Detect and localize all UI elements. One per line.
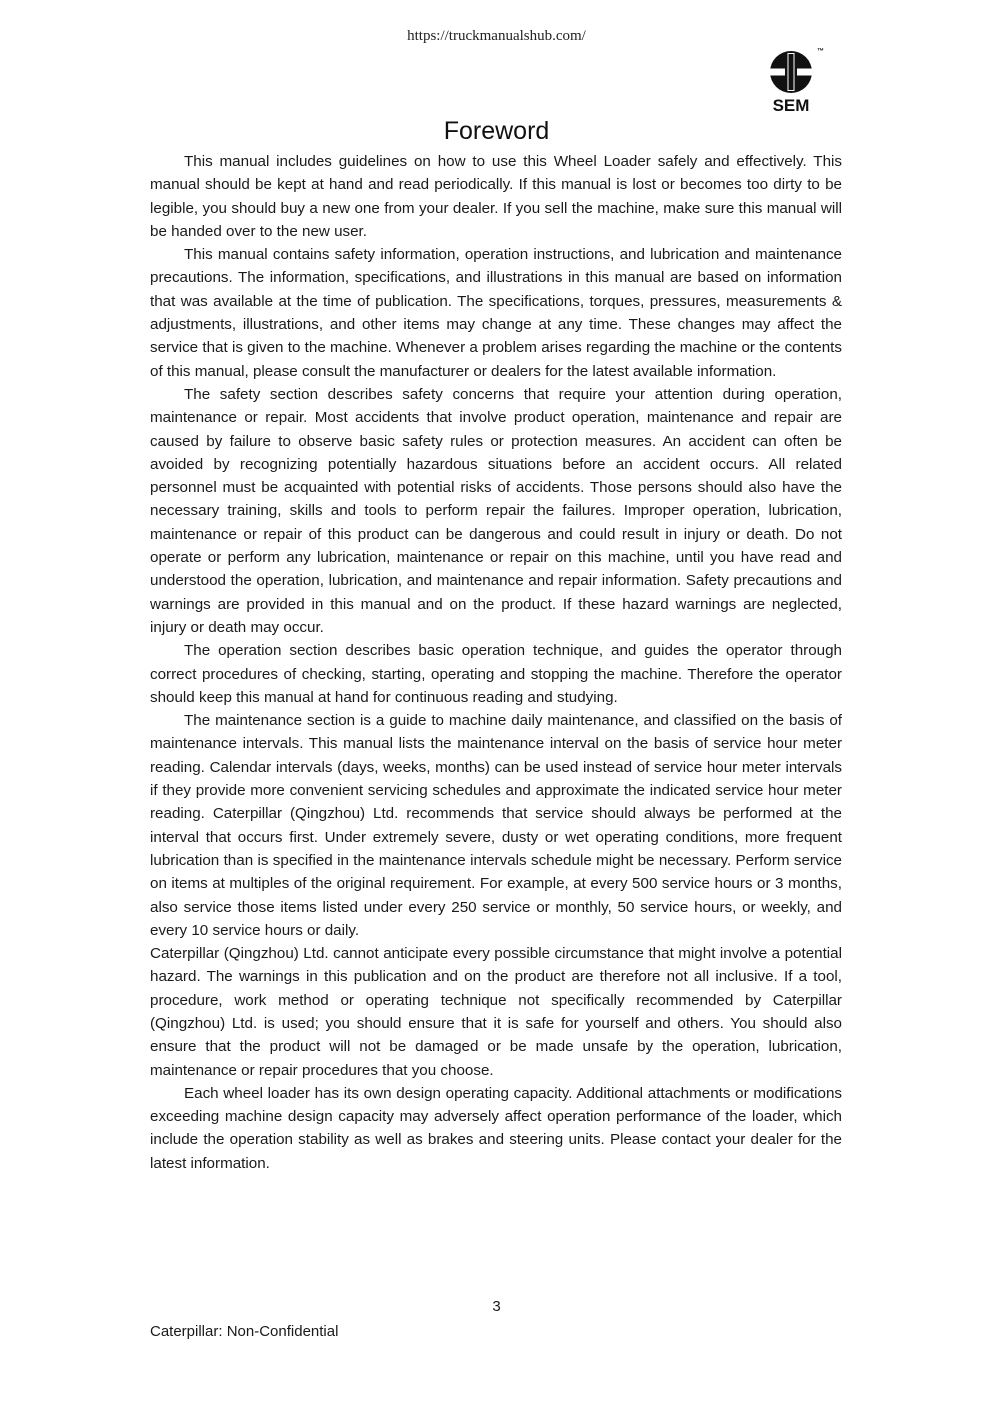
paragraph-contents: This manual contains safety information, operation instructions, and lubrication and maintenance precautions. The information, specifications, and illustrations in this manual are based on information that was available at the time of publication. The specifications, torques, pressures, measurements & adjustments, illustrations, and other items may change at any time. These changes may affect the service that is given to the machine. Whenever a problem arises regarding the machine or the contents of this manual, please consult the manufacturer or dealers for the latest available information.: [150, 246, 842, 380]
paragraph-hazard-disclaimer: Caterpillar (Qingzhou) Ltd. cannot anticipate every possible circumstance that might involve a potential hazard. The warnings in this publication and on the product are therefore not all inclusive. If a tool, procedure, work method or operating technique not specifically recommended by Caterpillar (Qingzhou) Ltd. is used; you should ensure that it is safe for yourself and others. You should also ensure that the product will not be damaged or be made unsafe by the operation, lubrication, maintenance or repair procedures that you choose.: [150, 945, 842, 1079]
paragraph-safety-section: The safety section describes safety concerns that require your attention during operation, maintenance or repair. Most accidents that involve product operation, maintenance and repair are caused by failure to observe basic safety rules or protection measures. An accident can often be avoided by recognizing potentially hazardous situations before an accident occurs. All related personnel must be acquainted with potential risks of accidents. Those persons should also have the necessary training, skills and tools to perform repair the failures. Improper operation, lubrication, maintenance or repair of this product can be dangerous and could result in injury or death. Do not operate or perform any lubrication, maintenance or repair on this machine, until you have read and understood the operation, lubrication, and maintenance and repair information. Safety precautions and warnings are provided in this manual and on the product. If these hazard warnings are neglected, injury or death may occur.: [150, 385, 842, 636]
svg-text:™: ™: [817, 48, 824, 55]
paragraph-capacity: Each wheel loader has its own design operating capacity. Additional attachments or modifications exceeding machine design capacity may adversely affect operation performance of the loader, which include the operation stability as well as brakes and steering units. Please contact your dealer for the latest information.: [150, 1084, 842, 1172]
svg-text:SEM: SEM: [772, 96, 810, 114]
page-number: 3: [492, 1298, 501, 1315]
paragraph-maintenance-section: The maintenance section is a guide to machine daily maintenance, and classified on the basis of maintenance intervals. This manual lists the maintenance interval on the basis of service hour meter reading. Calendar intervals (days, weeks, months) can be used instead of service hour meter intervals if they provide more convenient servicing schedules and approximate the indicated service hour meter reading. Caterpillar (Qingzhou) Ltd. recommends that service should always be performed at the interval that occurs first. Under extremely severe, dusty or wet operating conditions, more frequent lubrication than is specified in the maintenance intervals schedule might be necessary. Perform service on items at multiples of the original requirement. For example, at every 500 service hours or 3 months, also service those items listed under every 250 service or monthly, 50 service hours, or weekly, and every 10 service hours or daily.: [150, 712, 842, 939]
paragraph-operation-section: The operation section describes basic operation technique, and guides the operator through correct procedures of checking, starting, operating and stopping the machine. Therefore the operator should keep this manual at hand for continuous reading and studying.: [150, 642, 842, 706]
header-url[interactable]: https://truckmanualshub.com/: [407, 28, 586, 44]
paragraph-intro: This manual includes guidelines on how to use this Wheel Loader safely and effectively. This manual should be kept at hand and read periodically. If this manual is lost or becomes too dirty to be legible, you should buy a new one from your dealer. If you sell the machine, make sure this manual will be handed over to the new user.: [150, 153, 842, 240]
sem-logo-icon: [766, 44, 830, 114]
confidentiality-footer: Caterpillar: Non-Confidential: [150, 1323, 339, 1340]
foreword-body: [150, 150, 842, 1175]
page-title: Foreword: [443, 117, 550, 145]
